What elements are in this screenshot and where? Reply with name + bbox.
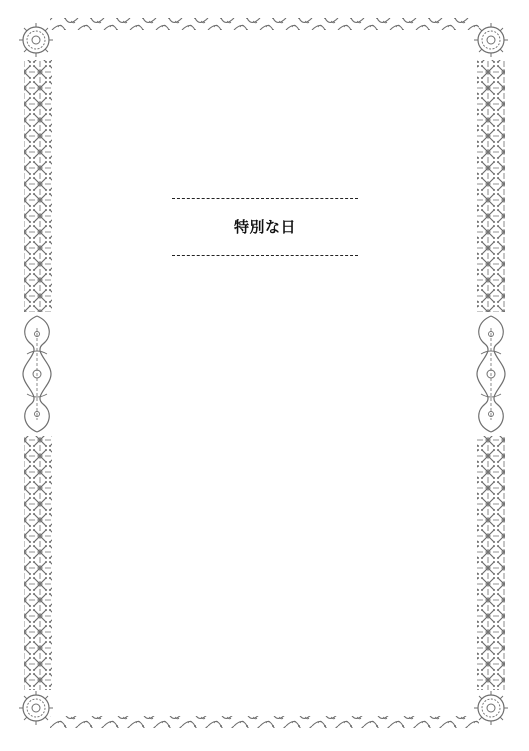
bottom-vine-border	[50, 716, 479, 728]
top-vine-border	[50, 18, 479, 30]
top-left-rosette	[19, 23, 53, 57]
title-block	[172, 192, 358, 260]
left-lattice-upper	[24, 60, 52, 312]
left-lattice-lower	[24, 436, 52, 690]
right-cartouche-ornament	[477, 316, 505, 432]
page-title: 特別な日	[233, 218, 296, 236]
bottom-left-rosette	[19, 691, 53, 725]
top-dashed-rule	[172, 198, 358, 199]
right-lattice-upper	[477, 60, 505, 312]
left-cartouche-ornament	[23, 316, 51, 432]
bottom-right-rosette	[474, 691, 508, 725]
top-right-rosette	[474, 23, 508, 57]
bottom-dashed-rule	[172, 255, 358, 256]
right-lattice-lower	[477, 436, 505, 690]
